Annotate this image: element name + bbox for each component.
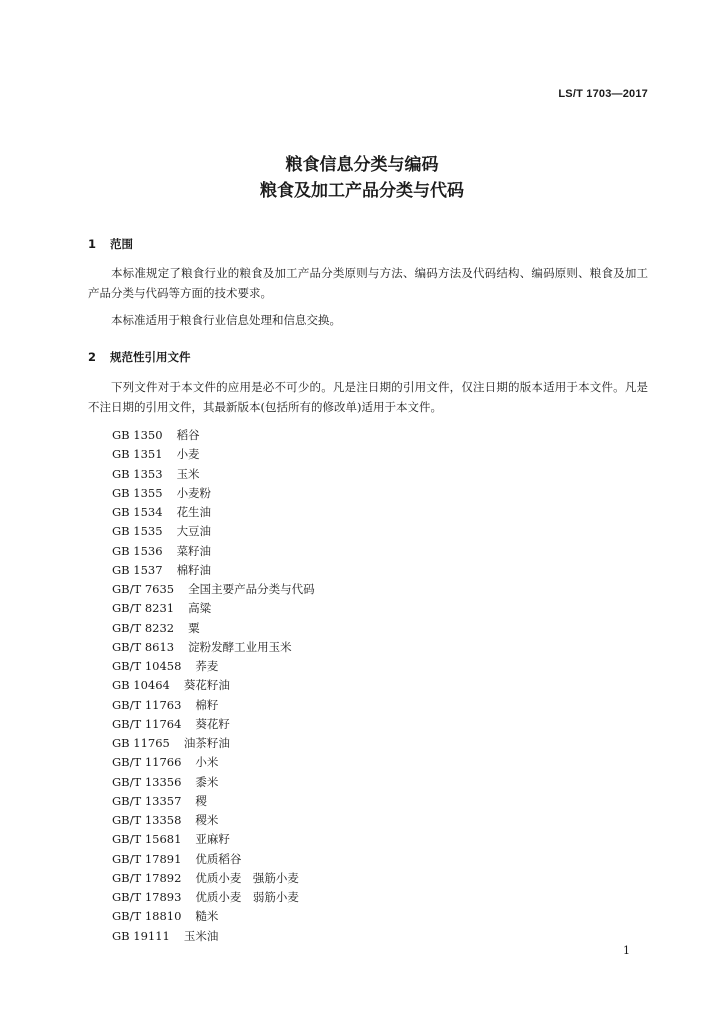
reference-code: GB 1351 bbox=[112, 447, 163, 462]
reference-code: GB/T 13356 bbox=[112, 774, 182, 789]
reference-item bbox=[112, 753, 315, 772]
reference-code: GB 19111 bbox=[112, 928, 170, 943]
reference-item bbox=[112, 542, 315, 561]
reference-item bbox=[112, 715, 315, 734]
reference-code: GB/T 11766 bbox=[112, 755, 182, 770]
reference-title: 花生油 bbox=[176, 505, 212, 519]
reference-code: GB/T 10458 bbox=[112, 659, 182, 673]
reference-title: 油茶籽油 bbox=[183, 736, 230, 750]
scope-paragraph-2: 本标准适用于粮食行业信息处理和信息交换。 bbox=[111, 313, 341, 327]
references-intro-paragraph: 下列文件对于本文件的应用是必不可少的。凡是注日期的引用文件，仅注日期的版本适用于本文件。凡是不注日期的引用文件，其最新版本(包括所有的修改单)适用于本文件。 bbox=[88, 380, 648, 414]
reference-item bbox=[112, 676, 315, 695]
reference-code: GB 1537 bbox=[112, 562, 163, 577]
section-2-title: 规范性引用文件 bbox=[110, 350, 191, 364]
reference-code: GB/T 8232 bbox=[112, 620, 175, 635]
reference-item bbox=[112, 811, 315, 830]
reference-item bbox=[112, 734, 315, 753]
reference-item bbox=[112, 696, 315, 715]
reference-code: GB/T 13357 bbox=[112, 793, 182, 808]
reference-item bbox=[112, 465, 315, 484]
reference-title: 葵花籽油 bbox=[183, 678, 230, 693]
reference-code: GB/T 8613 bbox=[112, 639, 175, 654]
reference-code: GB 1535 bbox=[112, 524, 163, 539]
reference-code: GB 1534 bbox=[112, 505, 163, 519]
reference-title: 稷 bbox=[195, 793, 207, 808]
reference-item bbox=[112, 773, 315, 792]
reference-item bbox=[112, 869, 315, 888]
section-1-title: 范围 bbox=[110, 237, 134, 251]
reference-title: 玉米 bbox=[176, 466, 200, 481]
reference-item bbox=[112, 850, 315, 869]
reference-code: GB 1355 bbox=[112, 485, 163, 500]
reference-item bbox=[112, 426, 315, 445]
reference-code: GB/T 8231 bbox=[112, 601, 175, 616]
reference-code: GB/T 15681 bbox=[112, 832, 182, 847]
reference-code: GB/T 17891 bbox=[112, 851, 182, 866]
reference-item bbox=[112, 927, 315, 946]
reference-title: 小米 bbox=[195, 755, 219, 770]
reference-title: 大豆油 bbox=[176, 524, 212, 539]
reference-item bbox=[112, 907, 315, 926]
reference-title: 棉籽 bbox=[195, 697, 219, 712]
reference-item bbox=[112, 503, 315, 522]
reference-item bbox=[112, 522, 315, 541]
reference-title: 亚麻籽 bbox=[195, 832, 230, 847]
reference-title: 高粱 bbox=[188, 601, 212, 616]
reference-item bbox=[112, 888, 315, 907]
section-1-heading bbox=[88, 236, 133, 252]
reference-code: GB/T 18810 bbox=[112, 909, 182, 924]
reference-item bbox=[112, 561, 315, 580]
reference-title: 稷米 bbox=[195, 813, 219, 827]
reference-code: GB/T 13358 bbox=[112, 813, 182, 827]
reference-title: 葵花籽 bbox=[195, 716, 230, 731]
reference-title: 玉米油 bbox=[183, 928, 219, 943]
reference-title: 稻谷 bbox=[176, 428, 200, 442]
reference-title: 糙米 bbox=[195, 909, 219, 924]
reference-title: 棉籽油 bbox=[176, 562, 212, 577]
reference-item bbox=[112, 484, 315, 503]
reference-item bbox=[112, 580, 315, 599]
reference-title: 粟 bbox=[188, 620, 200, 635]
reference-code: GB 11765 bbox=[112, 736, 170, 750]
reference-title: 淀粉发酵工业用玉米 bbox=[188, 639, 292, 654]
page-number: 1 bbox=[623, 944, 630, 957]
document-title-line2: 粮食及加工产品分类与代码 bbox=[260, 181, 464, 201]
reference-title: 小麦粉 bbox=[176, 485, 212, 500]
reference-title: 荞麦 bbox=[195, 659, 219, 673]
reference-item bbox=[112, 599, 315, 618]
reference-title: 小麦 bbox=[176, 447, 200, 462]
reference-item bbox=[112, 619, 315, 638]
reference-title: 全国主要产品分类与代码 bbox=[188, 582, 315, 596]
reference-item bbox=[112, 657, 315, 676]
section-1-number: 1 bbox=[88, 237, 97, 251]
reference-title: 黍米 bbox=[195, 774, 219, 789]
scope-paragraph-1: 本标准规定了粮食行业的粮食及加工产品分类原则与方法、编码方法及代码结构、编码原则、粮食及加工产品分类与代码等方面的技术要求。 bbox=[88, 266, 648, 300]
reference-code: GB/T 7635 bbox=[112, 582, 175, 596]
section-2-number: 2 bbox=[88, 350, 97, 364]
reference-code: GB/T 11764 bbox=[112, 716, 182, 731]
reference-title: 优质小麦 强筋小麦 bbox=[195, 870, 299, 885]
reference-title: 优质小麦 弱筋小麦 bbox=[195, 890, 299, 904]
reference-title: 优质稻谷 bbox=[195, 851, 242, 866]
reference-code: GB/T 11763 bbox=[112, 697, 182, 712]
reference-code: GB 1350 bbox=[112, 428, 163, 442]
reference-code: GB 1536 bbox=[112, 543, 163, 558]
reference-code: GB 10464 bbox=[112, 678, 170, 693]
reference-title: 菜籽油 bbox=[176, 543, 212, 558]
reference-code: GB/T 17893 bbox=[112, 890, 182, 904]
reference-item bbox=[112, 792, 315, 811]
reference-item bbox=[112, 638, 315, 657]
reference-code: GB 1353 bbox=[112, 466, 163, 481]
standard-number: LS/T 1703—2017 bbox=[558, 88, 648, 100]
document-title-line1: 粮食信息分类与编码 bbox=[285, 155, 439, 175]
reference-code: GB/T 17892 bbox=[112, 870, 182, 885]
reference-item bbox=[112, 445, 315, 464]
reference-item bbox=[112, 830, 315, 849]
reference-list bbox=[112, 426, 315, 946]
section-2-heading bbox=[88, 349, 191, 365]
